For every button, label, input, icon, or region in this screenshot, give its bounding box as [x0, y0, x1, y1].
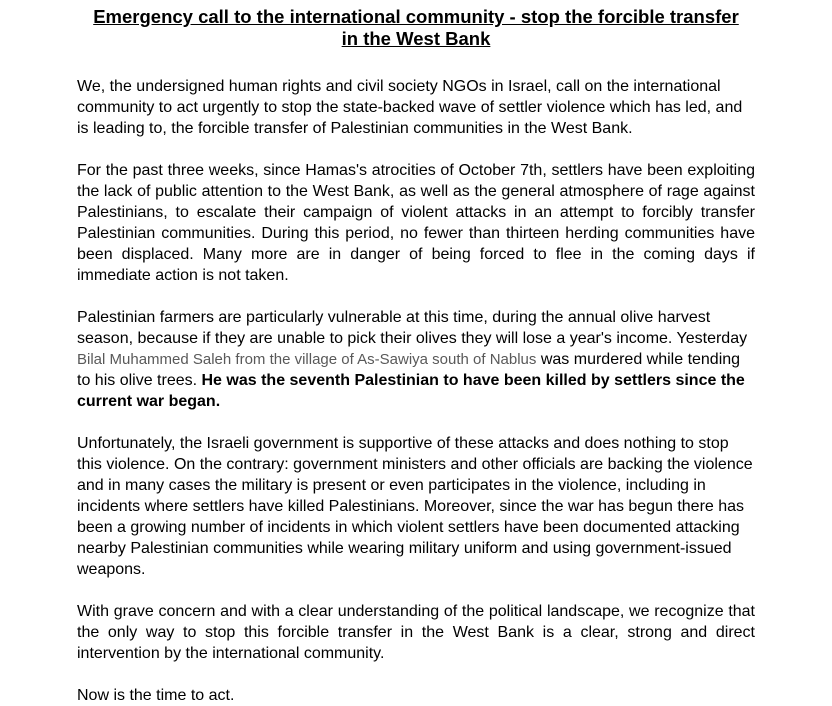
title-line-2: in the West Bank: [341, 28, 491, 49]
paragraph-call-to-action: With grave concern and with a clear understanding of the political landscape, we recognize that the only way to stop this forcible transfer in the West Bank is a clear, strong and direct intervention by the international community.: [77, 603, 755, 662]
victim-reference-link[interactable]: Bilal Muhammed Saleh from the village of As-Sawiya south of Nablus: [77, 351, 537, 368]
paragraph-olive-harvest: [77, 307, 755, 412]
document-title: [77, 6, 755, 50]
paragraph-government: Unfortunately, the Israeli government is supportive of these attacks and does nothing to stop this violence. On the contrary: government ministers and other officials are backing the violence and in many cases the military is present or even participates in the violence, including in incidents where settlers have killed Palestinians. Moreover, since the war has begun there has been a growing number of incidents in which violent settlers have been documented attacking nearby Palestinian communities while wearing military uniform and using government-issued weapons.: [77, 435, 753, 578]
paragraph-background: For the past three weeks, since Hamas's atrocities of October 7th, settlers have been exploiting the lack of public attention to the West Bank, as well as the general atmosphere of rage against Palestinians, to escalate their campaign of violent attacks in an attempt to forcibly transfer Palestinian communities. During this period, no fewer than thirteen herding communities have been displaced. Many more are in danger of being forced to flee in the coming days if immediate action is not taken.: [77, 162, 755, 284]
paragraph-intro: We, the undersigned human rights and civil society NGOs in Israel, call on the international community to act urgently to stop the state-backed wave of settler violence which has led, and is leading to, the forcible transfer of Palestinian communities in the West Bank.: [77, 78, 743, 137]
title-line-1: Emergency call to the international community - stop the forcible transfer: [93, 6, 739, 27]
document-page: [77, 6, 755, 706]
paragraph-olive-harvest-lead: Palestinian farmers are particularly vulnerable at this time, during the annual olive harvest season, because if they are unable to pick their olives they will lose a year's income. Yesterday: [77, 309, 748, 347]
paragraph-olive-harvest-middle: was murdered while tending to his olive trees.: [77, 351, 741, 389]
paragraph-olive-harvest-emphasis: He was the seventh Palestinian to have been killed by settlers since the current war began.: [77, 372, 745, 410]
paragraph-closing: Now is the time to act.: [77, 687, 235, 704]
